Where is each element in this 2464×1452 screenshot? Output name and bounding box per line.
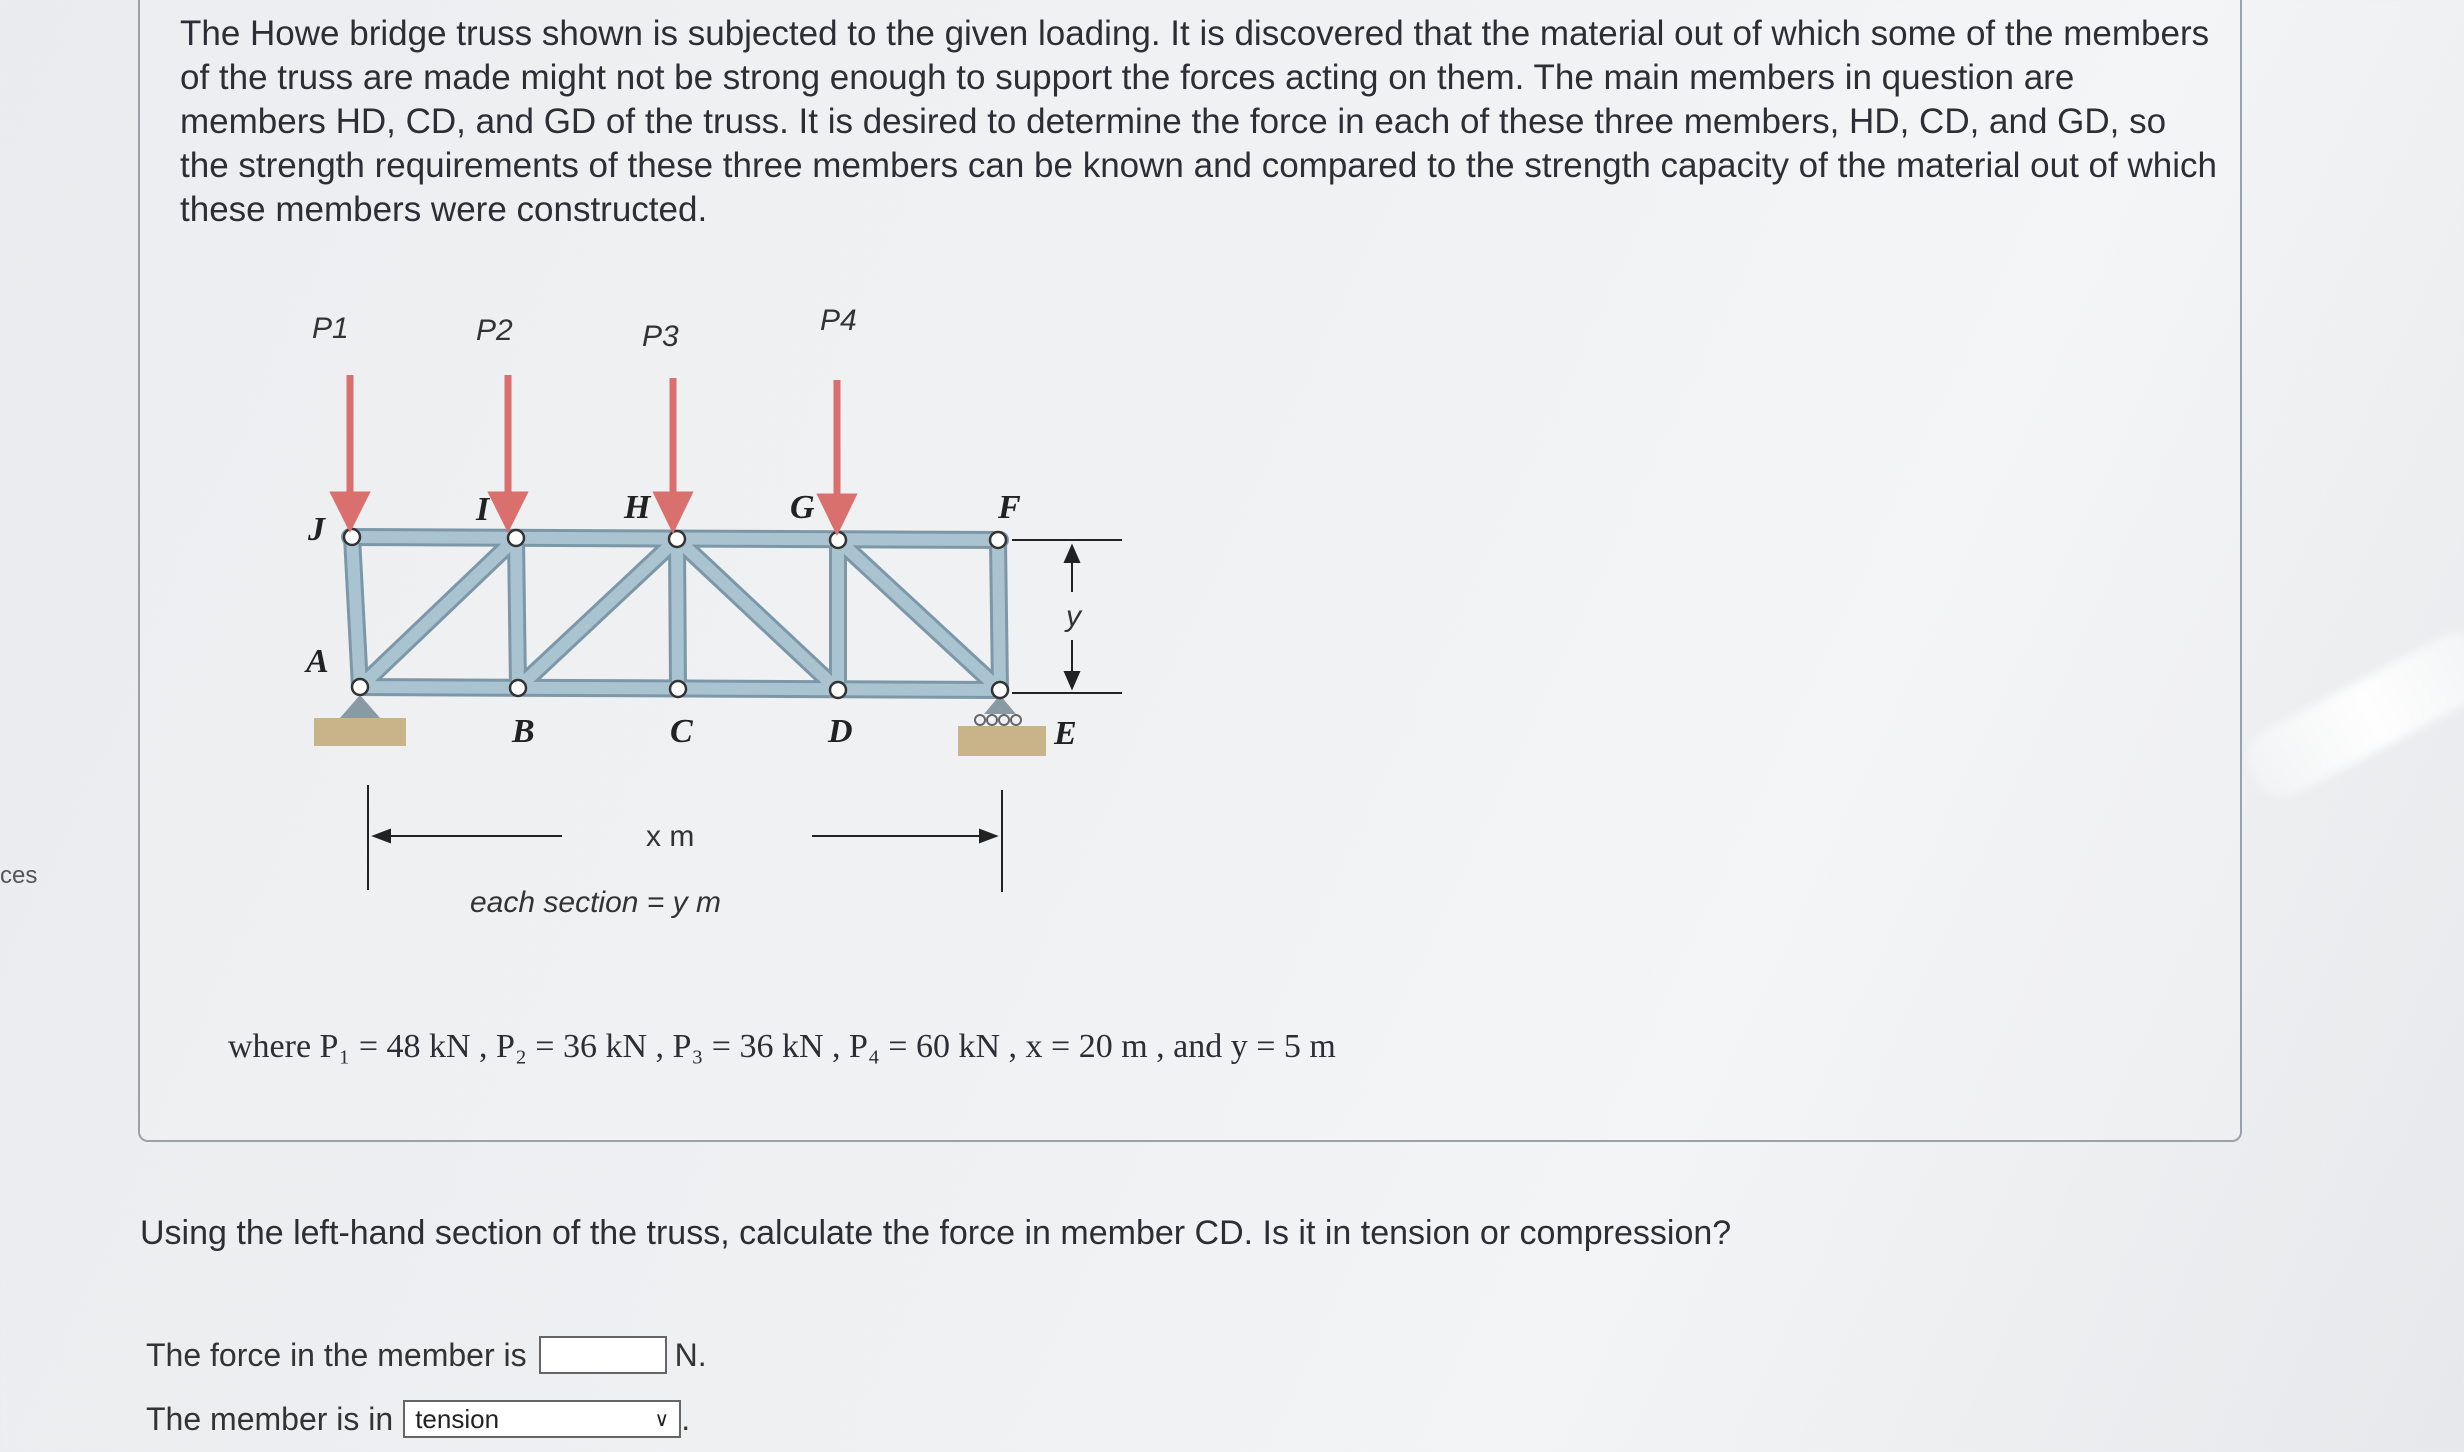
sidebar-stub-text: ces [0, 862, 38, 889]
load-label-p1: P1 [312, 312, 349, 345]
span-label: x m [646, 820, 695, 853]
given-values: where P₁ = 48 kN , P₂ = 36 kN , P₃ = 36 kN , P₄ = 60 kN , x = 20 m , and y = 5 m [228, 1028, 1336, 1065]
node-label-a: A [306, 643, 329, 680]
force-input[interactable] [539, 1336, 667, 1374]
force-answer-row [146, 1336, 707, 1374]
node-label-i: I [476, 491, 490, 528]
height-label: y [1066, 600, 1081, 633]
node-label-j: J [308, 511, 325, 548]
section-length-label: each section = y m [470, 886, 721, 919]
roller-support-e [958, 695, 1046, 756]
load-arrows [335, 375, 852, 528]
node-label-h: H [624, 489, 651, 526]
state-answer-row [146, 1400, 690, 1438]
force-unit: N. [674, 1336, 707, 1373]
node-label-c: C [670, 713, 693, 750]
force-label: The force in the member is [146, 1336, 527, 1373]
node-label-g: G [790, 489, 815, 526]
load-label-p2: P2 [476, 314, 513, 347]
problem-statement [180, 12, 2220, 232]
state-label: The member is in [146, 1400, 394, 1437]
chevron-down-icon: ∨ [654, 1408, 670, 1431]
state-suffix: . [681, 1400, 691, 1437]
truss-diagram [290, 300, 1170, 940]
state-selected-value: tension [415, 1403, 500, 1434]
node-label-e: E [1054, 715, 1077, 752]
pin-support-a [314, 695, 406, 746]
tension-compression-select[interactable] [403, 1400, 681, 1438]
question-text: Using the left-hand section of the truss, calculate the force in member CD. Is it in tension or compression? [140, 1214, 1732, 1252]
node-label-b: B [512, 713, 535, 750]
load-label-p4: P4 [820, 304, 857, 337]
load-label-p3: P3 [642, 320, 679, 353]
screen-glare [2239, 623, 2464, 807]
node-label-f: F [998, 489, 1021, 526]
truss-figure [290, 300, 1170, 940]
node-label-d: D [828, 713, 853, 750]
problem-paragraph: The Howe bridge truss shown is subjected to the given loading. It is discovered that the material out of which some of the members of the truss are made might not be strong enough to support the forces acting on them. The main members in question are members HD, CD, and GD of the truss. It is desired to determine the force in each of these three members, HD, CD, and GD, so the strength requirements of these three members can be known and compared to the strength capacity of the material out of which these members were constructed. [180, 14, 2217, 229]
